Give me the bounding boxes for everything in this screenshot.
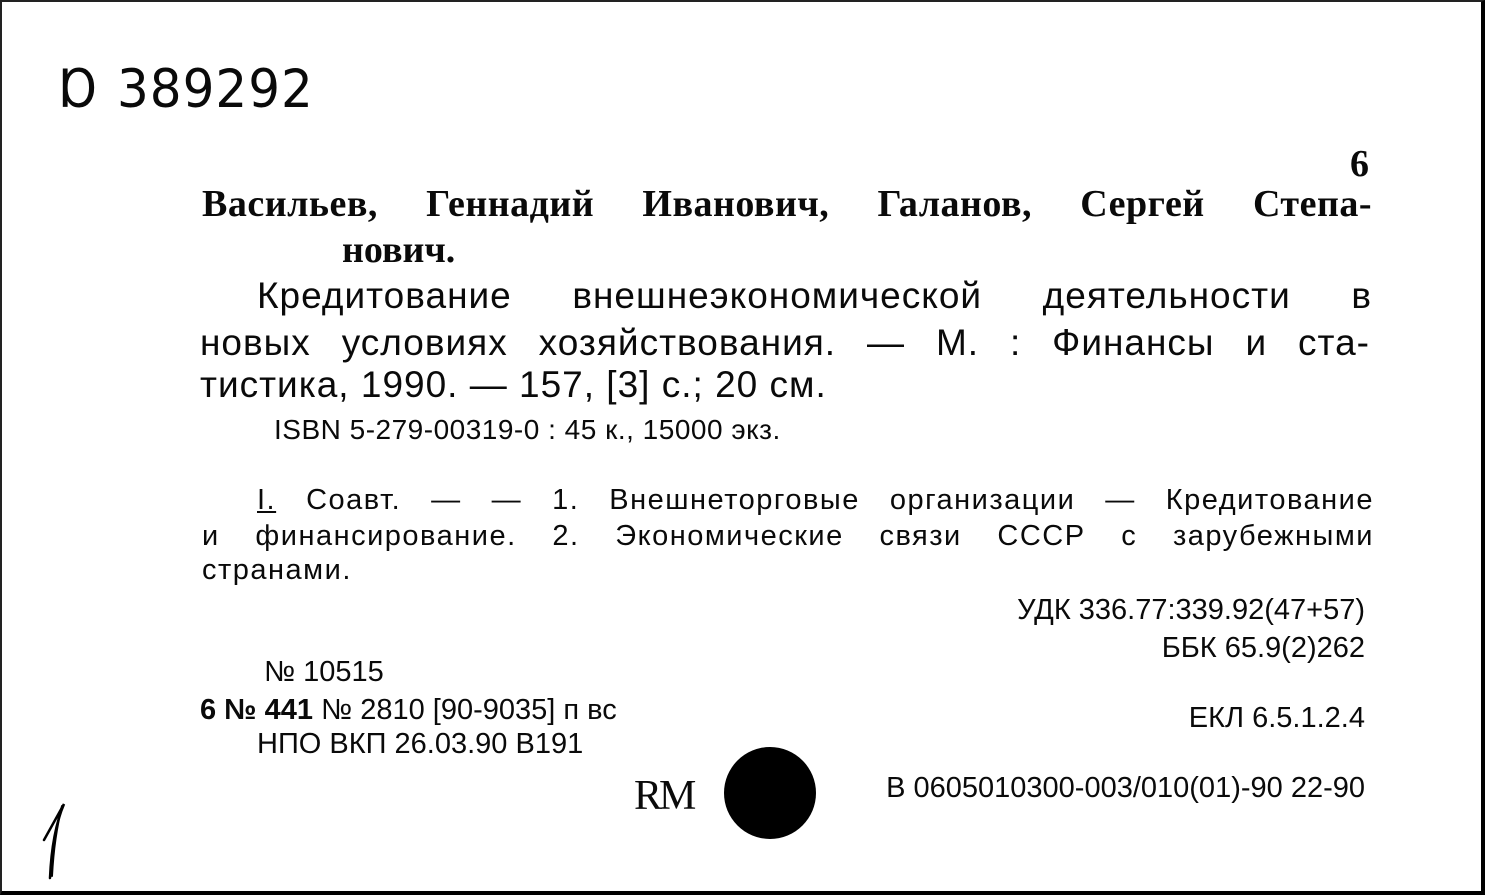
handwritten-shelf-number: Ɒ 389292 (60, 58, 314, 120)
npo-line: НПО ВКП 26.03.90 В191 (257, 728, 584, 760)
bbk-index: ББК 65.9(2)262 (1161, 632, 1365, 664)
print-info-bold: 6 № 441 (200, 694, 313, 726)
subjects-line-2: и финансирование. 2. Экономические связи СССР с зарубежными (202, 520, 1374, 552)
title-line-2: новых условиях хозяйствования. — М. : Финансы и ста- (200, 322, 1370, 363)
subjects-text-1: Соавт. — — 1. Внешнеторговые организации — Кредитование (306, 484, 1375, 516)
rm-mark: RM (634, 773, 694, 819)
subjects-line-1 (257, 484, 1374, 517)
authors-line-1: Васильев, Геннадий Иванович, Галанов, Сергей Степа- (202, 183, 1372, 225)
title-line-3: тистика, 1990. — 157, [3] с.; 20 см. (200, 364, 827, 405)
print-info-rest: № 2810 [90-9035] п вс (321, 694, 617, 726)
authors-line-2: нович. (342, 229, 456, 271)
record-number: № 10515 (264, 656, 384, 688)
catalog-code: В 0605010300-003/010(01)-90 22-90 (886, 772, 1365, 804)
corner-number: 6 (1350, 143, 1369, 185)
print-info-line (200, 694, 617, 727)
udk-index: УДК 336.77:339.92(47+57) (1017, 594, 1365, 626)
title-line-1: Кредитование внешнеэкономической деятельности в (257, 275, 1372, 316)
ink-blot-icon (724, 747, 816, 839)
handwritten-mark-icon (32, 792, 102, 882)
roman-numeral: I. (257, 484, 277, 516)
isbn-line: ISBN 5-279-00319-0 : 45 к., 15000 экз. (274, 414, 781, 445)
subjects-line-3: странами. (202, 554, 352, 586)
ekl-index: ЕКЛ 6.5.1.2.4 (1188, 702, 1365, 734)
